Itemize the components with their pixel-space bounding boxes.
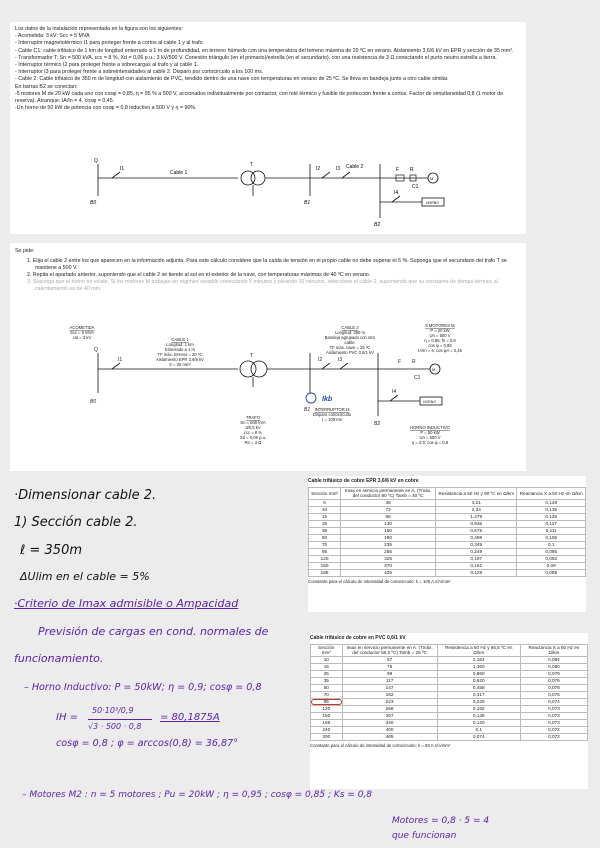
trafo-label: Sn = 500 kVA <box>240 420 266 425</box>
table-cell: 70 <box>311 691 343 698</box>
horno-label: Un = 500 V <box>419 435 441 440</box>
motores-label: Un = 500 V <box>429 333 451 338</box>
table-cell: 25 <box>311 670 343 677</box>
table-cell: 160 <box>341 527 436 534</box>
table-cell: 0,149 <box>517 499 586 506</box>
trafo-label: TRAFO <box>245 415 261 420</box>
table-cell: 147 <box>342 684 437 691</box>
bus-label: B2 <box>374 421 381 427</box>
trafo-label: Xd = 0,06 p.u. <box>239 435 267 440</box>
table-cell: 95 <box>309 548 341 555</box>
table-cell: 10 <box>309 506 341 513</box>
bus-label: I4 <box>392 389 397 395</box>
interruptor-label: INTERRUPTOR I3 <box>314 407 350 412</box>
cable1-label: CABLE 1 <box>171 337 189 342</box>
column-header: Imax en servicio permanente en A. (Tmáx. del conductor 90 ºC) Tamb = 40 ºC <box>341 488 436 500</box>
table-cell: 75 <box>342 663 437 670</box>
interruptor-label: Disparo cortocircuito <box>312 412 352 417</box>
table-cell: 0,229 <box>437 698 520 705</box>
table-cell: 0,078 <box>520 684 587 691</box>
table-cell: 99 <box>342 670 437 677</box>
trafo-label: Rn = 3 Ω <box>244 440 262 445</box>
table-cell: 0,072 <box>520 726 587 733</box>
statement-line: - Interruptor térmico I2 para proteger frente a sobrecargas al trafo y al cable 1. <box>15 62 199 69</box>
table-cell: 10 <box>311 656 343 663</box>
table-row <box>311 684 588 691</box>
annotated-diagram <box>10 321 526 469</box>
motores-label: IA/In = 4; cos φA = 0,45 <box>418 348 462 353</box>
table-epr <box>308 487 586 577</box>
table-cell: 0,182 <box>437 705 520 712</box>
table-epr-title: Cable trifásico de cobre EPR 3,6/6 kV en cobre <box>308 478 419 484</box>
table-cell: 2,34 <box>436 506 517 513</box>
statement-line: -Un horno de 50 kW de potencia con cosφ = 0,8 inductivo a 500 V y η = 90%. <box>15 105 197 112</box>
table-row <box>309 499 586 506</box>
column-header: Resistencia a 50 Hz y 90 ºC en Ω/km <box>436 488 517 500</box>
column-header: Sección mm² <box>309 488 341 500</box>
table-cell: 240 <box>311 726 343 733</box>
note-ih-label: IH = <box>56 712 79 723</box>
motores-label: cos φ = 0,85 <box>428 343 452 348</box>
column-header: Reactancia X a 50 Hz en Ω/km <box>520 645 587 657</box>
table-cell: 0,117 <box>517 520 586 527</box>
table-cell: 70 <box>309 541 341 548</box>
table-cell: 0,197 <box>436 555 517 562</box>
table-cell: 185 <box>311 719 343 726</box>
column-header: Resistencia a 50 Hz y 66,5 ºC en Ω/km <box>437 645 520 657</box>
cable1-label: Longitud: 1 km <box>166 342 194 347</box>
note-cosphi: cosφ = 0,8 ; φ = arccos(0,8) = 36,87° <box>56 738 239 749</box>
question-item: 2. Repita el apartado anterior, suponiendo que el cable 2 se tiende al sol en el exterior de la nave, con temperaturas máximas de 40 ºC en verano. <box>27 272 371 278</box>
table-row <box>309 541 586 548</box>
question-card <box>10 243 526 471</box>
statement-text <box>15 26 521 112</box>
table-cell: 307 <box>342 712 437 719</box>
table-row <box>309 527 586 534</box>
table-cell: 0,620 <box>437 677 520 684</box>
table-row <box>311 670 588 677</box>
table-cell: 72 <box>341 506 436 513</box>
table-cell: 0,095 <box>517 548 586 555</box>
table-cell: 0,860 <box>437 670 520 677</box>
table-cell: 182 <box>342 691 437 698</box>
note-horno: – Horno Inductivo: P = 50kW; η = 0,9; cosφ = 0,8 <box>24 682 262 693</box>
bus-label: I3 <box>338 357 343 363</box>
diagram-label: M <box>430 176 434 181</box>
diagram-label: C1 <box>412 184 419 190</box>
table-row <box>309 506 586 513</box>
table-cell: 120 <box>309 555 341 562</box>
table-cell: 0,936 <box>436 520 517 527</box>
diagram-label: Cable 2 <box>346 164 364 170</box>
table-cell: 370 <box>341 562 436 569</box>
interruptor-label: t = 100 ms <box>322 417 342 422</box>
table-cell: 340 <box>342 719 437 726</box>
table-row <box>311 656 588 663</box>
bus-label: Q <box>94 347 98 353</box>
table-cell: 0,148 <box>437 712 520 719</box>
table-cell: 400 <box>342 726 437 733</box>
table-cell: 130 <box>341 520 436 527</box>
table-cell: 6 <box>309 499 341 506</box>
single-line-diagram <box>10 154 526 234</box>
question-text <box>15 248 521 293</box>
table-cell: 0,079 <box>520 670 587 677</box>
table-cell: 258 <box>342 705 437 712</box>
diagram-label: I3 <box>336 166 341 172</box>
bus-label: F <box>398 359 402 365</box>
cable2-label: Aislamiento PVC 0,6/1 kV <box>326 350 374 355</box>
table-cell: 0,1 <box>437 726 520 733</box>
table-cell: 465 <box>342 733 437 740</box>
column-header: Sección mm² <box>311 645 343 657</box>
fraction-bar <box>88 719 152 720</box>
table-pvc <box>310 644 588 741</box>
note-motores: – Motores M2 : n = 5 motores ; Pu = 20kW ; η = 0,95 ; cosφ = 0,85 ; Ks = 0,8 <box>22 790 373 800</box>
motores-label: 5 MOTORES M <box>425 323 455 328</box>
diagram-label: B1 <box>304 200 311 206</box>
diagram-label: I1 <box>120 166 125 172</box>
table-row <box>311 705 588 712</box>
note-length: ℓ = 350m <box>20 543 83 558</box>
table-cell: 0,129 <box>436 569 517 576</box>
note-title: ·Dimensionar cable 2. <box>14 488 157 503</box>
table-cell: 0,458 <box>437 684 520 691</box>
table-cell: 325 <box>341 555 436 562</box>
table-cell: 50 <box>311 684 343 691</box>
table-cell: 0,074 <box>520 698 587 705</box>
note-voltage-drop: ΔUlim en el cable = 5% <box>20 570 150 583</box>
bus-label: B1 <box>304 407 311 413</box>
table-cell: 1,360 <box>437 663 520 670</box>
table-epr-body <box>309 499 586 576</box>
statement-line: - Transformador T: Sn = 500 kVA, εcc = 8 %, Xd = 0,06 p.u.; 3 kV/500 V. Conexión triángulo (en el primario)/estrella (en el secundario), con una resistencia de 3 Ω conectando el purto neutro estrella a tierra. <box>15 54 497 61</box>
note-forecast: Previsión de cargas en cond. normales de <box>38 625 269 638</box>
statement-line: - Interruptor I3 para proteger frente a sobreintensidades al cable 2. Disparo por cortocircuito a los 100 ms. <box>15 69 264 76</box>
note-ih-result: = 80,1875A <box>160 712 220 723</box>
table-cell: 425 <box>341 569 436 576</box>
cable2-label: Bandeja agrupado con otro <box>324 335 376 340</box>
table-row <box>309 513 586 520</box>
table-pvc-note: Constante para el cálculo de intensidad de cortocircuito: k = 93 A.s½/mm² <box>310 742 451 748</box>
note-criterion: ·Criterio de Imax admisible o Ampacidad <box>14 597 239 610</box>
table-row <box>311 663 588 670</box>
bus-label: HORNO <box>423 400 437 404</box>
table-cell: 150 <box>311 712 343 719</box>
note-ih-denominator: √3 · 500 · 0,8 <box>88 722 142 731</box>
table-row <box>309 548 586 555</box>
table-cell: 0,161 <box>436 562 517 569</box>
cable2-label: Longitud: 350 m <box>334 330 366 335</box>
diagram-label: B0 <box>90 200 97 206</box>
table-cell: 117 <box>342 677 437 684</box>
note-ih-numerator: 50·10³/0,9 <box>92 706 134 715</box>
question-item: 3. Suponga que el horno no existe. Si los motores M trabajan en régimen variable conectando 5 minutos y parando 10 minutos, seleccione el cable 2, suponiendo que su constante de tiempo térmico al calentamiento es de 40 min. <box>27 279 498 292</box>
table-cell: 16 <box>311 663 343 670</box>
table-cell: 0,345 <box>436 541 517 548</box>
table-cell: 0,080 <box>520 663 587 670</box>
diagram-label: I4 <box>394 190 399 196</box>
diagram-label: Cable 1 <box>170 170 188 176</box>
table-cell: 16 <box>309 513 341 520</box>
statement-line: - Cable 2: Cable trifásico de 350 m de longitud con aislamiento de PVC, tendido dentro de una nave con temperaturas en verano de 25 ºC. Se lleva en bandeja junto a otro cable similar. <box>15 76 449 83</box>
cable1-label: TF máx. terreno = 20 ºC <box>157 352 203 357</box>
table-cell: 95 <box>311 698 343 705</box>
table-cell: 0,09 <box>517 562 586 569</box>
table-cell: 0,084 <box>520 656 587 663</box>
table-cell: 120 <box>311 705 343 712</box>
annotation-ikb: Ikb <box>322 396 333 403</box>
horno-label: HORNO INDUCTIVO <box>410 425 450 430</box>
statement-card <box>10 22 526 234</box>
table-cell: 0,111 <box>517 527 586 534</box>
note-motores-count-2: que funcionan <box>392 831 457 841</box>
bus-label: M <box>432 367 436 372</box>
table-cell: 0,088 <box>517 569 586 576</box>
trafo-label: 3/0,5 kV <box>245 425 261 430</box>
table-cell: 35 <box>311 677 343 684</box>
table-cell: 35 <box>309 527 341 534</box>
cable1-label: S = 35 mm² <box>169 362 191 367</box>
table-cell: 1,479 <box>436 513 517 520</box>
table-row <box>309 555 586 562</box>
motores-label: P = 20 kW <box>430 328 450 333</box>
table-cell: 0,072 <box>520 733 587 740</box>
table-cell: 0,106 <box>517 534 586 541</box>
note-section: 1) Sección cable 2. <box>14 515 138 530</box>
diagram-label: Q <box>94 158 98 164</box>
table-epr-card <box>308 476 586 612</box>
statement-line: - Interruptor magnetotérmico I1 para proteger frente a cortos al cable 1 y al trafo. <box>15 40 205 47</box>
table-cell: 0,317 <box>437 691 520 698</box>
table-row <box>309 520 586 527</box>
acometida-label: Scc = 5 MVA <box>69 330 95 335</box>
diagram-label: R <box>410 167 414 173</box>
table-cell: 25 <box>309 520 341 527</box>
note-motores-count: Motores = 0,8 · 5 = 4 <box>392 816 490 826</box>
bus-label: R <box>412 359 416 365</box>
question-item: 1. Elija el cable 2 entre los que aparecen en la información adjunta. Para este cálculo considere que la caída de tensión en el propio cable no debe superar el 5 %. Suponga que el secundario del trafo T se mantiene a 500 V. <box>27 258 507 271</box>
horno-label: P = 50 kW <box>420 430 440 435</box>
table-row <box>311 719 588 726</box>
motores-label: η = 0,95; fs = 0,8 <box>424 338 456 343</box>
bus-label: B0 <box>90 399 97 405</box>
question-head: Se pide: <box>15 248 35 254</box>
table-row <box>311 712 588 719</box>
table-cell: 190 <box>341 534 436 541</box>
table-cell: 38 <box>341 499 436 506</box>
table-row <box>309 569 586 576</box>
table-cell: 0,073 <box>520 712 587 719</box>
table-cell: 50 <box>309 534 341 541</box>
acometida-label: ACOMETIDA <box>69 325 95 330</box>
table-cell: 0,120 <box>437 719 520 726</box>
table-cell: 96 <box>341 513 436 520</box>
statement-line: - Acometida: 3 kV; Scc = 5 MVA <box>15 33 90 40</box>
table-cell: 0,499 <box>436 534 517 541</box>
table-pvc-card <box>310 633 588 789</box>
trafo-label: εcc = 8 % <box>243 430 263 435</box>
table-row <box>309 534 586 541</box>
table-cell: 0,675 <box>436 527 517 534</box>
table-cell: 185 <box>309 569 341 576</box>
table-row <box>311 698 588 705</box>
table-cell: 235 <box>341 541 436 548</box>
table-pvc-body <box>311 656 588 740</box>
column-header: Reactancia X a 50 Hz en Ω/km <box>517 488 586 500</box>
diagram-label: HORNO <box>426 201 440 205</box>
acometida-label: Ua = 3 kV <box>72 335 92 340</box>
table-cell: 223 <box>342 698 437 705</box>
cable2-label: cable. <box>344 340 356 345</box>
note-forecast-2: funcionamiento. <box>14 652 104 665</box>
bus-label: I2 <box>318 357 323 363</box>
statement-line: En barras B2 se conectan: <box>15 83 78 90</box>
table-pvc-title: Cable trifásico de cobre en PVC 0,6/1 kV <box>310 635 406 641</box>
table-cell: 0,073 <box>520 705 587 712</box>
bus-label: T <box>250 353 254 359</box>
diagram-label: I2 <box>316 166 321 172</box>
table-cell: 0,136 <box>517 506 586 513</box>
table-cell: 3,21 <box>436 499 517 506</box>
table-cell: 2,164 <box>437 656 520 663</box>
table-cell: 0,075 <box>520 691 587 698</box>
diagram-label: T <box>250 162 254 168</box>
cable2-label: TF máx. nave = 25 ºC <box>329 345 371 350</box>
table-cell: 0,073 <box>520 719 587 726</box>
table-cell: 150 <box>309 562 341 569</box>
table-cell: 0,126 <box>517 513 586 520</box>
statement-line: - Cable C1: cable trifásico de 1 km de longitud enterrado a 1 m de profundidad, en terreno húmedo con una temperatura del terreno máxima de 20 ºC en verano. Aislamiento 3,6/6 kV en EPR y sección de 35 mm². <box>15 47 514 54</box>
table-epr-note: Constante para el cálculo de intensidad de cortocircuito: k = 105 A.s½/mm² <box>308 578 451 584</box>
table-row <box>311 733 588 740</box>
diagram-label: F <box>396 167 400 173</box>
cable1-label: Aislamiento EPR 3,6/6 kV <box>156 357 204 362</box>
statement-line: -5 motores M de 20 kW cada uno con cosφ = 0,85, η = 95 % a 500 V, accionados individualmente por contactor, con relé térmico y fusible de protección frente a cortos. Factor de simultaneidad 0,8 (1 motor de reserva). Arranque: IA/In = 4, cosφ = 0,45. <box>15 90 504 105</box>
table-row <box>311 677 588 684</box>
table-row <box>311 726 588 733</box>
bus-label: C1 <box>414 375 421 381</box>
statement-line: Los datos de la instalación representada en la figura son los siguientes: <box>15 26 183 32</box>
table-cell: 0,092 <box>517 555 586 562</box>
cable2-label: CABLE 2 <box>341 325 359 330</box>
table-cell: 0,076 <box>520 677 587 684</box>
table-cell: 57 <box>342 656 437 663</box>
table-cell: 0,249 <box>436 548 517 555</box>
horno-label: η = 0,9; cos φ = 0,8 <box>411 440 449 445</box>
table-cell: 0,1 <box>517 541 586 548</box>
column-header: Imax en servicio permanente en A. (Tmáx. del conductor 66,5 ºC) Tamb = 25 ºC <box>342 645 437 657</box>
cable1-label: Enterrado a 1 m <box>164 347 196 352</box>
table-cell: 0,074 <box>437 733 520 740</box>
table-cell: 285 <box>341 548 436 555</box>
table-row <box>311 691 588 698</box>
table-cell: 300 <box>311 733 343 740</box>
diagram-label: B2 <box>374 222 381 228</box>
bus-label: I1 <box>118 357 123 363</box>
table-row <box>309 562 586 569</box>
